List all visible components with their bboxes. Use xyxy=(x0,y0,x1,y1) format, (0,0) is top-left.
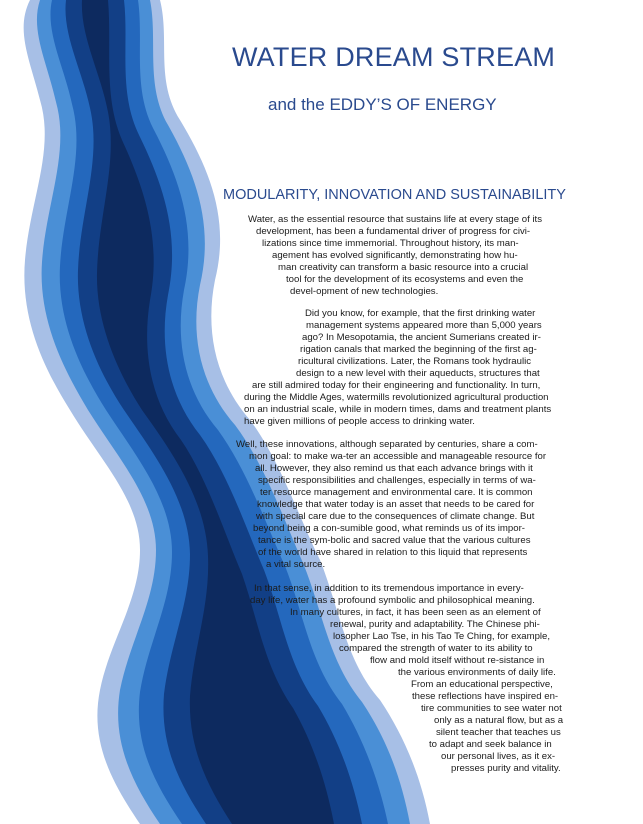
section-heading: MODULARITY, INNOVATION AND SUSTAINABILITY xyxy=(223,187,566,203)
body-line: tool for the development of its ecosystems and even the xyxy=(286,274,524,285)
body-line: In many cultures, in fact, it has been seen as an element of xyxy=(290,607,541,618)
body-line: with special care due to the consequences of climate change. But xyxy=(256,511,535,522)
body-line: mon goal: to make wa-ter an accessible and manageable resource for xyxy=(249,451,547,462)
body-line: man creativity can transform a basic resource into a crucial xyxy=(278,262,529,273)
body-line: have given millions of people access to drinking water. xyxy=(244,416,475,427)
body-line: ago? In Mesopotamia, the ancient Sumerians created ir- xyxy=(302,332,541,343)
body-line: knowledge that water today is an asset that needs to be cared for xyxy=(257,499,535,510)
body-line: flow and mold itself without re-sistance in xyxy=(370,655,545,666)
body-line: losopher Lao Tse, in his Tao Te Ching, for example, xyxy=(333,631,551,642)
page-subtitle: and the EDDY’S OF ENERGY xyxy=(268,95,497,114)
body-line: silent teacher that teaches us xyxy=(436,727,561,738)
body-line: Well, these innovations, although separated by centuries, share a com- xyxy=(236,439,538,450)
body-line: of the world have shared in relation to this liquid that represents xyxy=(258,547,528,558)
body-line: devel-opment of new technologies. xyxy=(290,286,439,297)
body-line: during the Middle Ages, watermills revolutionized agricultural production xyxy=(244,392,549,403)
body-line: the various environments of daily life. xyxy=(398,667,556,678)
body-line: compared the strength of water to its ability to xyxy=(339,643,533,654)
body-line: tire communities to see water not xyxy=(421,703,562,714)
body-line: agement has evolved significantly, demonstrating how hu- xyxy=(272,250,518,261)
body-line: are still admired today for their engineering and functionality. In turn, xyxy=(252,380,541,391)
body-line: development, has been a fundamental driver of progress for civi- xyxy=(256,226,531,237)
body-line: From an educational perspective, xyxy=(411,679,553,690)
body-line: to adapt and seek balance in xyxy=(429,739,552,750)
body-line: only as a natural flow, but as a xyxy=(434,715,564,726)
body-line: Water, as the essential resource that sustains life at every stage of its xyxy=(248,214,542,225)
body-line: specific responsibilities and challenges, especially in terms of wa- xyxy=(258,475,536,486)
body-line: Did you know, for example, that the first drinking water xyxy=(305,308,536,319)
body-line: day life, water has a profound symbolic and philosophical meaning. xyxy=(250,595,535,606)
body-line: beyond being a con-sumible good, what reminds us of its impor- xyxy=(253,523,525,534)
body-line: renewal, purity and adaptability. The Chinese phi- xyxy=(330,619,540,630)
body-line: a vital source. xyxy=(266,559,326,570)
page-title: WATER DREAM STREAM xyxy=(232,42,556,72)
body-line: on an industrial scale, while in modern times, dams and treatment plants xyxy=(244,404,552,415)
body-line: In that sense, in addition to its tremendous importance in every- xyxy=(254,583,524,594)
body-line: management systems appeared more than 5,000 years xyxy=(306,320,542,331)
body-line: rigation canals that marked the beginning of the first ag- xyxy=(300,344,537,355)
body-line: our personal lives, as it ex- xyxy=(441,751,556,762)
body-line: these reflections have inspired en- xyxy=(412,691,559,702)
body-line: lizations since time immemorial. Throughout history, its man- xyxy=(262,238,519,249)
body-line: presses purity and vitality. xyxy=(451,763,561,774)
body-line: ricultural civilizations. Later, the Romans took hydraulic xyxy=(298,356,532,367)
body-line: ter resource management and environmental care. It is common xyxy=(260,487,533,498)
body-line: design to a new level with their aqueducts, structures that xyxy=(296,368,540,379)
body-line: tance is the sym-bolic and sacred value that the various cultures xyxy=(258,535,531,546)
body-line: all. However, they also remind us that each advance brings with it xyxy=(255,463,533,474)
